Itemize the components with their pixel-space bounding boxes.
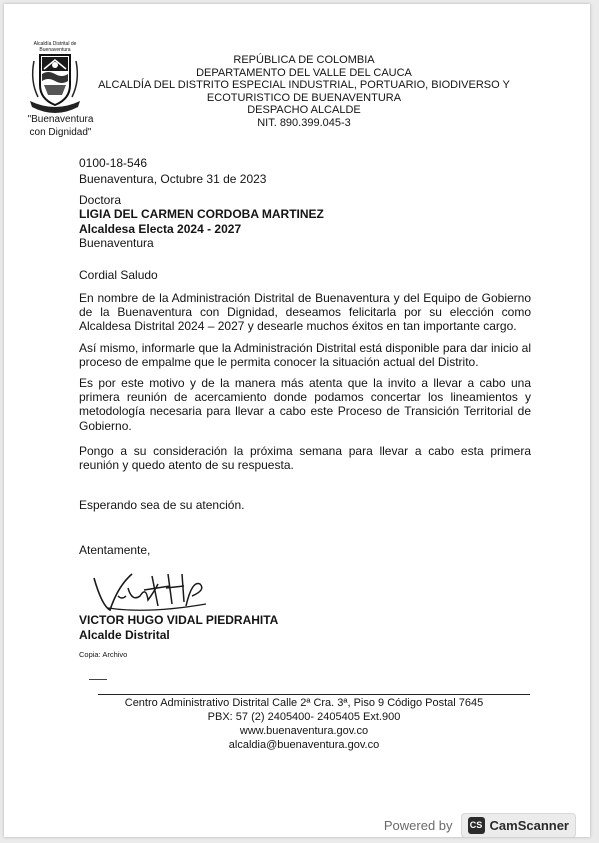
footer-phone: PBX: 57 (2) 2405400- 2405405 Ext.900: [207, 711, 401, 723]
coat-of-arms-icon: [24, 41, 86, 119]
camscanner-label: CamScanner: [489, 817, 569, 833]
signer-role: Alcalde Distrital: [79, 628, 170, 642]
signer-name: VICTOR HUGO VIDAL PIEDRAHITA: [79, 613, 279, 627]
letterhead-line: ECOTURISTICO DE BUENAVENTURA: [206, 91, 402, 104]
scanned-letter-page: [4, 4, 590, 837]
footer-address: Centro Administrativo Distrital Calle 2ª Cra. 3ª, Piso 9 Código Postal 7645: [124, 697, 484, 709]
letterhead-line: ALCALDÍA DEL DISTRITO ESPECIAL INDUSTRIAL, PORTUARIO, BIODIVERSO Y: [98, 79, 510, 91]
letterhead: [84, 54, 524, 129]
footer-website: www.buenaventura.gov.co: [239, 725, 369, 737]
sign-off: Atentamente,: [79, 543, 151, 557]
place-date: Buenaventura, Octubre 31 de 2023: [79, 172, 267, 186]
handwritten-signature: [88, 566, 218, 616]
recipient-title: Doctora: [79, 193, 122, 207]
logo-caption: Alcaldía Distrital de Buenaventura: [33, 41, 77, 53]
footer-divider: [98, 694, 530, 695]
camscanner-icon: CS: [468, 817, 485, 834]
recipient-role: Alcaldesa Electa 2024 - 2027: [79, 222, 242, 236]
body-paragraph: Pongo a su consideración la próxima semana para llevar a cabo esta primera reunión y quedo atento de su respuesta.: [79, 444, 531, 473]
greeting: Cordial Saludo: [79, 268, 158, 282]
letterhead-line: DEPARTAMENTO DEL VALLE DEL CAUCA: [196, 66, 412, 79]
copy-note: Copia: Archivo: [79, 650, 128, 659]
recipient-city: Buenaventura: [79, 236, 154, 250]
camscanner-badge[interactable]: [461, 813, 576, 838]
slogan-line: "Buenaventura: [27, 114, 94, 125]
closing-wish: Esperando sea de su atención.: [79, 498, 245, 512]
alcaldia-logo: [24, 41, 86, 119]
footer-contact: [104, 696, 504, 752]
camscanner-watermark: [384, 812, 576, 837]
letterhead-line: REPÚBLICA DE COLOMBIA: [233, 54, 375, 66]
reference-number: 0100-18-546: [79, 156, 148, 170]
powered-by-label: Powered by: [383, 817, 453, 833]
letterhead-line: NIT. 890.399.045-3: [257, 116, 351, 129]
recipient-name: LIGIA DEL CARMEN CORDOBA MARTINEZ: [79, 207, 324, 221]
footer-email: alcaldia@buenaventura.gov.co: [228, 739, 380, 751]
body-paragraph: Así mismo, informarle que la Administración Distrital está disponible para dar inicio al proceso de empalme que le permita conocer la situación actual del Distrito.: [79, 341, 531, 370]
letterhead-line: DESPACHO ALCALDE: [247, 104, 361, 116]
body-paragraph: Es por este motivo y de la manera más atenta que la invito a llevar a cabo una primera reunión de acercamiento donde podamos concertar los lineamientos y metodología necesaria para llevar a cabo este Proceso de Transición Territorial de Gobierno.: [79, 376, 531, 433]
divider: [89, 679, 107, 680]
slogan-line: con Dignidad": [29, 127, 92, 138]
body-paragraph: En nombre de la Administración Distrital de Buenaventura y del Equipo de Gobierno de la Buenaventura con Dignidad, deseamos felicitarla por su elección como Alcaldesa Distrital 2024 – 2027 y desearle muchos éxitos en tan importante cargo.: [79, 291, 531, 334]
